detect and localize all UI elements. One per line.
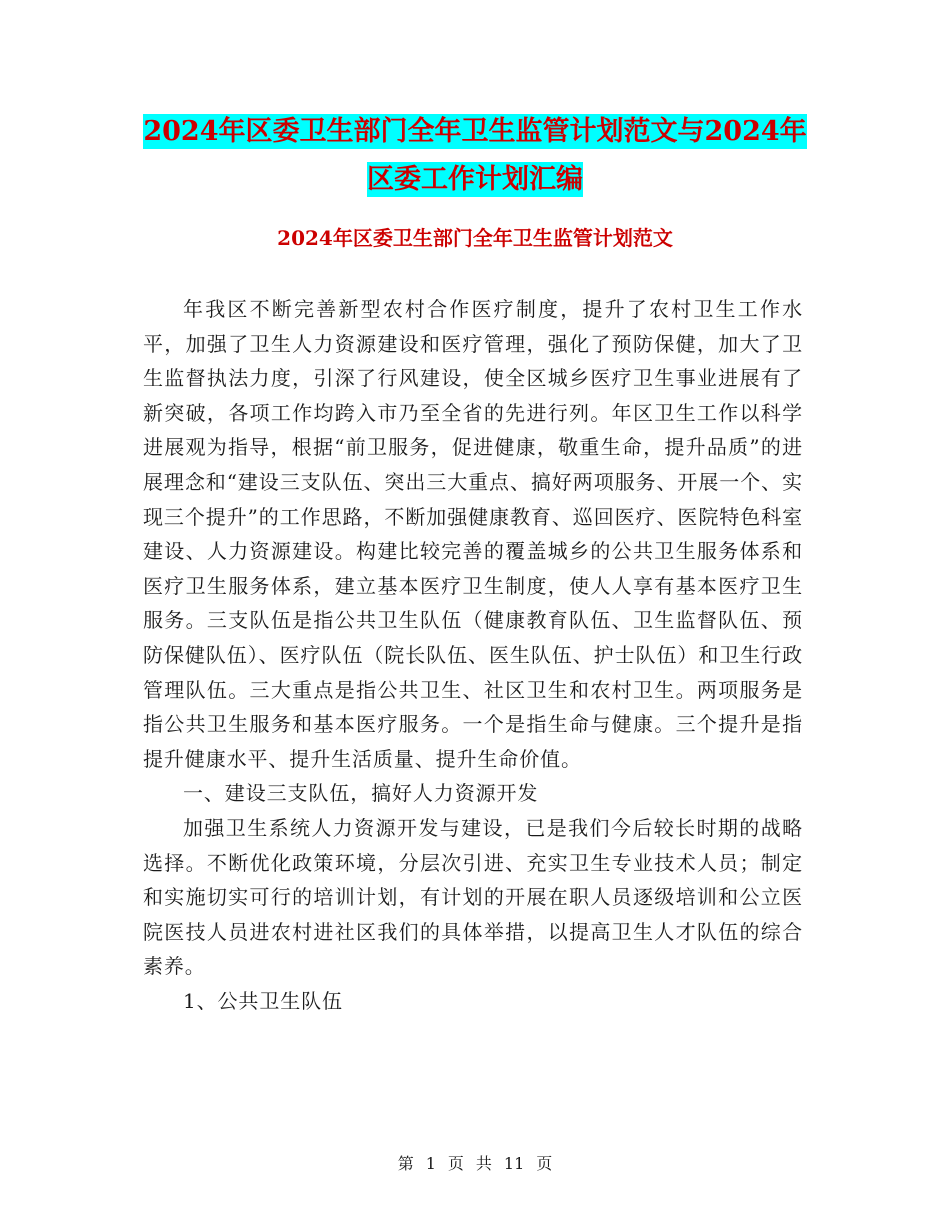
footer-total-unit: 页	[536, 1154, 553, 1173]
section-heading-1: 一、建设三支队伍，搞好人力资源开发	[183, 781, 539, 806]
title-line-1: 2024年区委卫生部门全年卫生监管计划范文与2024年	[143, 116, 807, 147]
document-title	[0, 108, 950, 204]
section-title: 2024年区委卫生部门全年卫生监管计划范文	[277, 226, 673, 250]
footer-total-pages: 11	[503, 1154, 525, 1173]
subsection-heading-1: 1、公共卫生队伍	[183, 988, 343, 1013]
body-paragraph-hr: 加强卫生系统人力资源开发与建设，已是我们今后较长时期的战略选择。不断优化政策环境，分层次引进、充实卫生专业技术人员；制定和实施切实可行的培训计划，有计划的开展在职人员逐级培训和公立医院医技人员进农村进社区我们的具体举措，以提高卫生人才队伍的综合素养。	[143, 815, 803, 979]
footer-page-number: 1	[425, 1154, 436, 1173]
document-body	[143, 292, 803, 1018]
body-paragraph-intro: 年我区不断完善新型农村合作医疗制度，提升了农村卫生工作水平，加强了卫生人力资源建设和医疗管理，强化了预防保健，加大了卫生监督执法力度，引深了行风建设，使全区城乡医疗卫生事业进展有了新突破，各项工作均跨入市乃至全省的先进行列。年区卫生工作以科学进展观为指导，根据“前卫服务，促进健康，敬重生命，提升品质”的进展理念和“建设三支队伍、突出三大重点、搞好两项服务、开展一个、实现三个提升”的工作思路，不断加强健康教育、巡回医疗、医院特色科室建设、人力资源建设。构建比较完善的覆盖城乡的公共卫生服务体系和医疗卫生服务体系，建立基本医疗卫生制度，使人人享有基本医疗卫生服务。三支队伍是指公共卫生队伍（健康教育队伍、卫生监督队伍、预防保健队伍）、医疗队伍（院长队伍、医生队伍、护士队伍）和卫生行政管理队伍。三大重点是指公共卫生、社区卫生和农村卫生。两项服务是指公共卫生服务和基本医疗服务。一个是指生命与健康。三个提升是指提升健康水平、提升生活质量、提升生命价值。	[143, 297, 803, 771]
footer-page-unit: 页	[447, 1154, 464, 1173]
title-line-2: 区委工作计划汇编	[367, 164, 583, 195]
footer-total-label: 共	[475, 1154, 492, 1173]
page-footer	[0, 1152, 950, 1176]
footer-page-label: 第	[397, 1154, 414, 1173]
